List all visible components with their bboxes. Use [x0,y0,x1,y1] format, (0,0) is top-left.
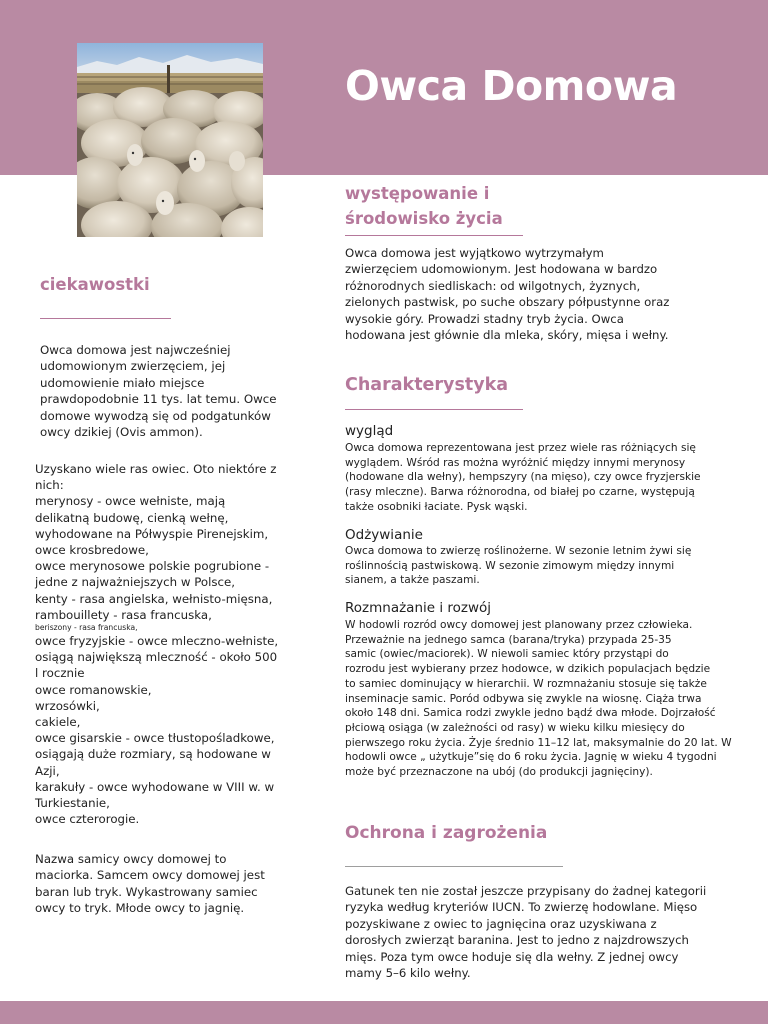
text-line: wrzosówki, [35,698,100,713]
text-line: roślinnością pastwiskową. W sezonie zimowym między innymi [345,559,675,572]
text-line: owce merynosowe polskie pogrubione - [35,559,270,574]
ochrona-paragraph [345,883,745,981]
text-line: owce romanowskie, [35,682,152,697]
breeds-list [35,461,305,827]
text-line: około 148 dni. Samica rodzi zwykle jedno bądź dwa młode. Dojrzałość [345,707,716,720]
text-line: owcy to tryk. Młode owcy to jagnię. [35,901,245,916]
text-line: mamy 5–6 kilo wełny. [345,966,471,981]
text-line: wyglądem. Wśród ras można wyróżnić między innymi merynosy [345,456,686,469]
text-line: hodowli owce „ użytkuje”się do 6 roku życia. Jagnię w wieku 4 tygodni [345,751,717,764]
text-line: Uzyskano wiele ras owiec. Oto niektóre z [35,462,277,476]
text-line: cakiele, [35,715,81,730]
text-line: prawdopodobnie 11 tys. lat temu. Owce [40,392,277,407]
text-line: Przeważnie na jednego samca (barana/tryka) przypada 25-35 [345,633,672,646]
text-line: różnorodnych siedliskach: od wilgotnych, żyznych, [345,278,641,293]
text-line: ryzyka według kryteriów IUCN. To zwierzę hodowlane. Mięso [345,900,698,915]
text-line: delikatną budowę, cienką wełnę, [35,510,229,525]
text-line: maciorka. Samcem owcy domowej jest [35,868,265,883]
text-line: l rocznie [35,666,85,681]
text-line: osiągają duże rozmiary, są hodowane w [35,747,271,762]
text-line: jedne z najważniejszych w Polsce, [35,575,236,590]
habitat-heading [345,181,503,231]
footer-band [0,1001,768,1024]
text-line: samic (owiec/maciorek). W niewoli samiec który przystąpi do [345,648,669,661]
page-title: Owca Domowa [345,62,678,110]
text-line: merynosy - owce wełniste, mają [35,494,226,509]
text-line: karakuły - owce wyhodowane w VIII w. w [35,779,275,794]
text-line: Gatunek ten nie został jeszcze przypisany do żadnej kategorii [345,884,707,898]
text-line: sianem, a także paszami. [345,574,480,587]
ciekawostki-divider [40,318,171,319]
text-line: Turkiestanie, [35,796,110,811]
text-line: owce fryzyjskie - owce mleczno-wełniste, [35,634,279,649]
wyglad-title: wygląd [345,423,394,439]
text-line: kenty - rasa angielska, wełnisto-mięsna, [35,591,273,606]
charakterystyka-divider [345,409,523,410]
rozmnazanie-title: Rozmnażanie i rozwój [345,600,492,616]
text-line: owcy dzikiej (Ovis ammon). [40,425,203,440]
text-line: baran lub tryk. Wykastrowany samiec [35,884,258,899]
ciekawostki-intro [40,342,310,440]
text-line: płciową osiąga (w zależności od rasy) w wieku kilku miesięcy do [345,721,685,734]
text-line: nich: [35,478,64,493]
text-line: domowe wywodzą się od podgatunków [40,408,271,423]
charakterystyka-heading: Charakterystyka [345,375,509,395]
text-line: (hodowane dla wełny), hempszyry (na mięso), czy owce fryzjerskie [345,471,701,484]
text-line: rambouillety - rasa francuska, [35,607,212,622]
text-line: inseminacje samic. Poród odbywa się zwykle na wiosnę. Ciąża trwa [345,692,702,705]
text-line: mięs. Poza tym owce hoduje się dla wełny. Z jednej owcy [345,949,679,964]
text-line: osiągą największą mleczność - około 500 [35,650,278,665]
wyglad-paragraph [345,441,760,515]
sheep-flock-photo [77,43,263,237]
text-line: dorosłych zwierząt baranina. Jest to jedno z najzdrowszych [345,933,689,948]
text-line: owce czterorogie. [35,812,140,827]
text-line: hodowana jest głównie dla mleka, skóry, mięsa i wełny. [345,328,669,343]
text-line: także osobniki łaciate. Pysk wąski. [345,500,528,513]
text-line: Azji, [35,763,60,778]
text-line: wysokie góry. Prowadzi stadny tryb życia. Owca [345,311,624,326]
ochrona-heading: Ochrona i zagrożenia [345,823,548,843]
text-line: Owca domowa reprezentowana jest przez wiele ras różniących się [345,442,696,454]
ochrona-divider [345,866,563,867]
text-line-small: beriszony - rasa francuska, [35,623,138,633]
sheep-photo-illustration [77,43,263,237]
text-line: pozyskiwane z owiec to jagnięcina oraz uzyskiwana z [345,916,657,931]
habitat-divider [345,235,523,236]
text-line: udomowienie miało miejsce [40,375,205,390]
text-line: owce gisarskie - owce tłustopośladkowe, [35,731,275,746]
text-line: udomowionym zwierzęciem, jej [40,359,226,374]
odzywianie-title: Odżywianie [345,527,423,543]
text-line: zielonych pastwisk, po suche obszary półpustynne oraz [345,295,670,310]
text-line: Owca domowa jest wyjątkowo wytrzymałym [345,246,604,260]
text-line: pierwszego roku życia. Żyje średnio 11–12 lat, maksymalnie do 20 lat. W [345,736,732,749]
text-line: W hodowli rozród owcy domowej jest planowany przez człowieka. [345,619,693,631]
text-line: wyhodowane na Półwyspie Pirenejskim, [35,526,269,541]
text-line: (rasy mleczne). Barwa różnorodna, od białej po czarne, występują [345,486,695,499]
text-line: może być przeznaczone na ubój (do produkcji jagnięciny). [345,766,653,779]
text-line: Owca domowa to zwierzę roślinożerne. W sezonie letnim żywi się [345,545,692,557]
text-line: to samiec dominujący w hierarchii. W rozmnażaniu stosuje się także [345,677,707,690]
text-line: Owca domowa jest najwcześniej [40,343,231,357]
heading-line: występowanie i [345,184,490,203]
habitat-paragraph [345,245,745,343]
text-line: owce krosbredowe, [35,543,149,558]
naming-paragraph [35,851,305,917]
text-line: rozrodu jest wybierany przez hodowce, w dzikich populacjach będzie [345,663,711,676]
odzywianie-paragraph [345,544,760,588]
ciekawostki-heading: ciekawostki [40,275,150,294]
text-line: Nazwa samicy owcy domowej to [35,852,227,866]
heading-line: środowisko życia [345,209,503,228]
text-line: zwierzęciem udomowionym. Jest hodowana w bardzo [345,262,658,277]
rozmnazanie-paragraph [345,618,760,780]
